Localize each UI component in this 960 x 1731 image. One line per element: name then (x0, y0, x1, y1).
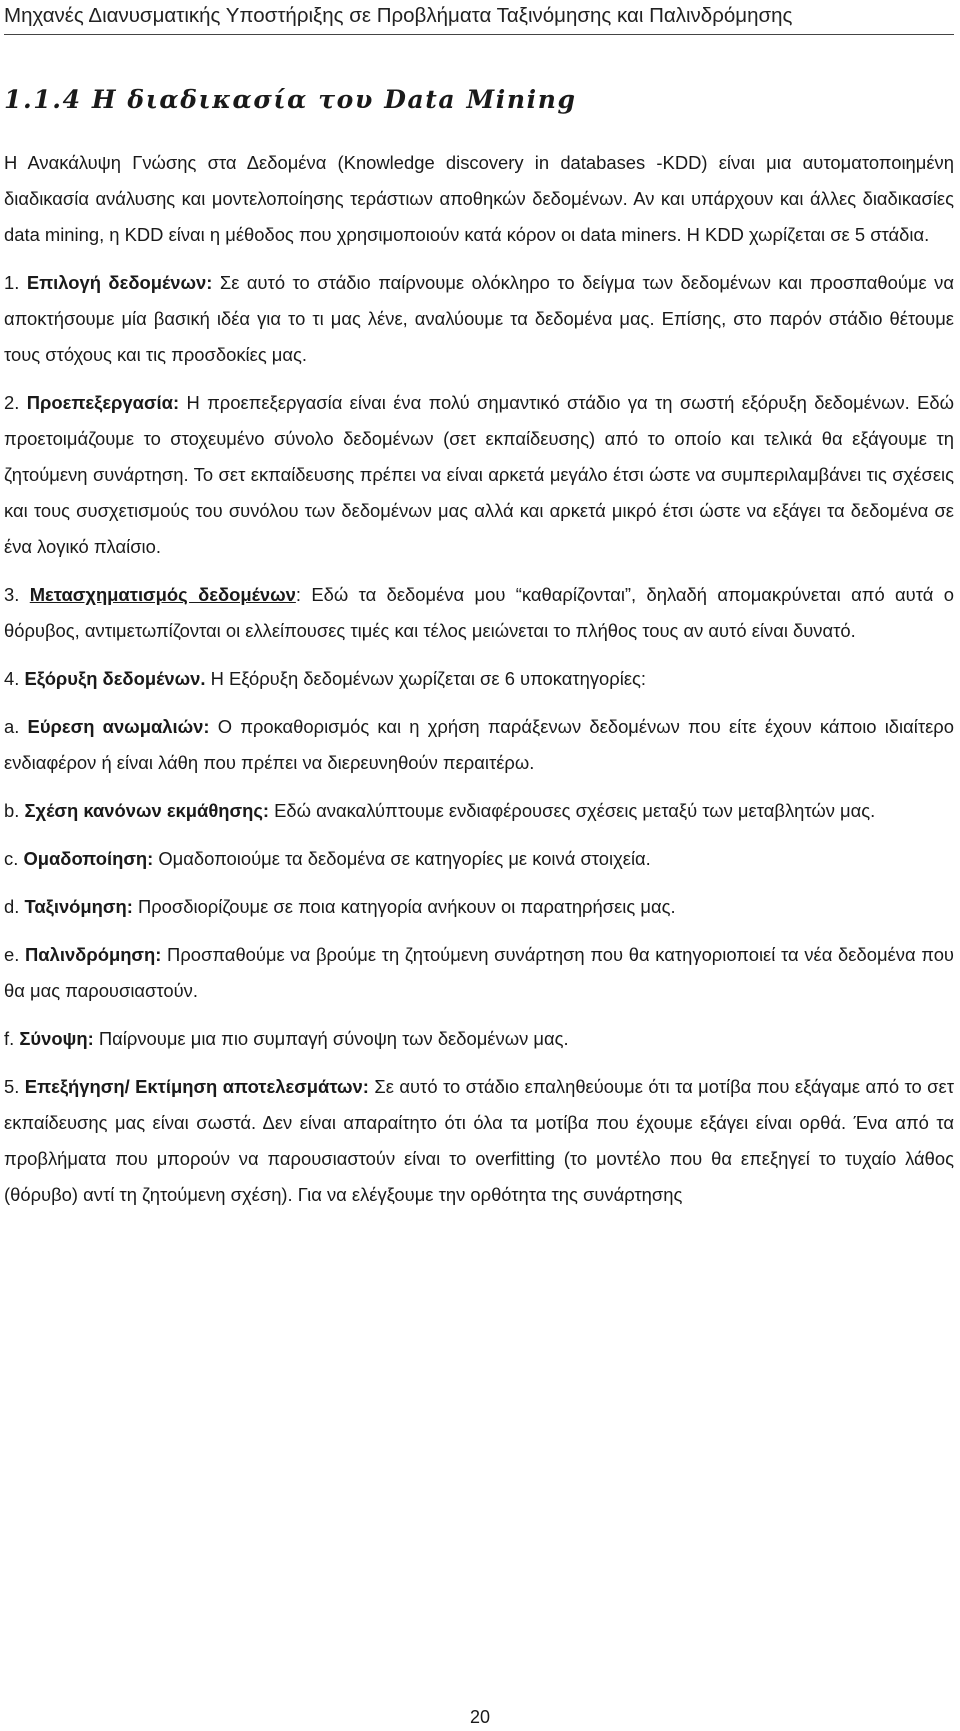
stage-1-title: Επιλογή δεδομένων: (26, 272, 213, 293)
subcategory-f-title: Σύνοψη: (19, 1028, 94, 1049)
intro-paragraph: Η Ανακάλυψη Γνώσης στα Δεδομένα (Knowledge discovery in databases -KDD) είναι μια αυτοματοποιημένη διαδικασία ανάλυσης και μοντελοποίησης τεράστιων αποθηκών δεδομένων. Αν και υπάρχουν και άλλες διαδικασίες data mining, η KDD είναι η μέθοδος που χρησιμοποιούν κατά κόρον οι data miners. Η KDD χωρίζεται σε 5 στάδια. (4, 152, 954, 245)
stage-4-marker: 4. (4, 668, 20, 689)
stage-3-paragraph (4, 577, 954, 649)
stage-3-text: : Εδώ τα δεδομένα μου “καθαρίζονται”, δηλαδή απομακρύνεται από αυτά ο θόρυβος, αντιμετωπίζονται οι ελλείπουσες τιμές και τέλος μειώνεται το πλήθος τους αν αυτό είναι δυνατό. (4, 584, 954, 641)
subcategory-b-title: Σχέση κανόνων εκμάθησης: (24, 800, 270, 821)
subcategory-d-title: Ταξινόμηση: (24, 896, 133, 917)
subcategory-a-marker: a. (4, 716, 20, 737)
subcategory-b-paragraph (4, 793, 954, 829)
stage-4-title: Εξόρυξη δεδομένων. (24, 668, 206, 689)
subcategory-e-title: Παλινδρόμηση: (25, 944, 162, 965)
stage-2-text: Η προεπεξεργασία είναι ένα πολύ σημαντικό στάδιο γα τη σωστή εξόρυξη δεδομένων. Εδώ προετοιμάζουμε το στοχευμένο σύνολο δεδομένων (σετ εκπαίδευσης) από το οποίο και τελικά θα εξάγουμε τη ζητούμενη συνάρτηση. Το σετ εκπαίδευσης πρέπει να είναι αρκετά μεγάλο έτσι ώστε να συμπεριλαμβάνει τις σχέσεις και τους συσχετισμούς του συνόλου των δεδομένων μας αλλά και αρκετά μικρό έτσι ώστε να εξάγει τα δεδομένα σε ένα λογικό πλαίσιο. (4, 392, 954, 557)
subcategory-a-title: Εύρεση ανωμαλιών: (27, 716, 210, 737)
page-number: 20 (469, 1707, 491, 1727)
stage-5-title: Επεξήγηση/ Εκτίμηση αποτελεσμάτων: (24, 1076, 369, 1097)
section-title: 1.1.4 Η διαδικασία του Data Mining (4, 85, 577, 114)
subcategory-c-text: Ομαδοποιούμε τα δεδομένα σε κατηγορίες με κοινά στοιχεία. (153, 848, 651, 869)
stage-1-text: Σε αυτό το στάδιο παίρνουμε ολόκληρο το δείγμα των δεδομένων και προσπαθούμε να αποκτήσουμε μία βασική ιδέα για το τι μας λένε, αναλύουμε τα δεδομένα μας. Επίσης, στο παρόν στάδιο θέτουμε τους στόχους και τις προσδοκίες μας. (4, 272, 954, 365)
stage-3-title-underlined: Μετασχηματισμός δεδομένων (29, 584, 296, 605)
stage-1-marker: 1. (4, 272, 20, 293)
subcategory-e-marker: e. (4, 944, 20, 965)
stage-2-title: Προεπεξεργασία: (26, 392, 180, 413)
stage-5-paragraph (4, 1069, 954, 1213)
stage-5-text: Σε αυτό το στάδιο επαληθεύουμε ότι τα μοτίβα που εξάγαμε από το σετ εκπαίδευσης μας είναι σωστά. Δεν είναι απαραίτητο ότι όλα τα μοτίβα που έχουμε εξάγει είναι ορθά. Ένα από τα προβλήματα που μπορούν να παρουσιαστούν είναι το overfitting (το μοντέλο που θα επεξηγεί το τυχαίο λάθος (θόρυβο) αντί τη ζητούμενη σχέση). Για να ελέγξουμε την ορθότητα της συνάρτησης (4, 1076, 954, 1205)
stage-1-paragraph (4, 265, 954, 373)
subcategory-b-marker: b. (4, 800, 20, 821)
subcategory-d-text: Προσδιορίζουμε σε ποια κατηγορία ανήκουν οι παρατηρήσεις μας. (132, 896, 676, 917)
subcategory-a-text: Ο προκαθορισμός και η χρήση παράξενων δεδομένων που είτε έχουν κάποιο ιδιαίτερο ενδιαφέρον ή είναι λάθη που πρέπει να διερευνηθούν περαιτέρω. (4, 716, 954, 773)
subcategory-a-paragraph (4, 709, 954, 781)
subcategory-e-text: Προσπαθούμε να βρούμε τη ζητούμενη συνάρτηση που θα κατηγοριοποιεί τα νέα δεδομένα που θα μας παρουσιαστούν. (4, 944, 954, 1001)
running-header: Μηχανές Διανυσματικής Υποστήριξης σε Προβλήματα Ταξινόμησης και Παλινδρόμησης (4, 2, 954, 35)
stage-2-marker: 2. (4, 392, 20, 413)
subcategory-f-text: Παίρνουμε μια πιο συμπαγή σύνοψη των δεδομένων μας. (93, 1028, 569, 1049)
body-text (4, 145, 954, 1225)
stage-2-paragraph (4, 385, 954, 565)
subcategory-c-title: Ομαδοποίηση: (23, 848, 154, 869)
subcategory-b-text: Εδώ ανακαλύπτουμε ενδιαφέρουσες σχέσεις μεταξύ των μεταβλητών μας. (269, 800, 876, 821)
stage-5-marker: 5. (4, 1076, 20, 1097)
subcategory-c-marker: c. (4, 848, 19, 869)
subcategory-f-marker: f. (4, 1028, 15, 1049)
subcategory-f-paragraph (4, 1021, 954, 1057)
subcategory-e-paragraph (4, 937, 954, 1009)
stage-3-title (30, 584, 296, 605)
subcategory-c-paragraph (4, 841, 954, 877)
subcategory-d-paragraph (4, 889, 954, 925)
stage-3-marker: 3. (4, 584, 20, 605)
stage-4-paragraph (4, 661, 954, 697)
stage-4-text: Η Εξόρυξη δεδομένων χωρίζεται σε 6 υποκατηγορίες: (205, 668, 646, 689)
subcategory-d-marker: d. (4, 896, 20, 917)
